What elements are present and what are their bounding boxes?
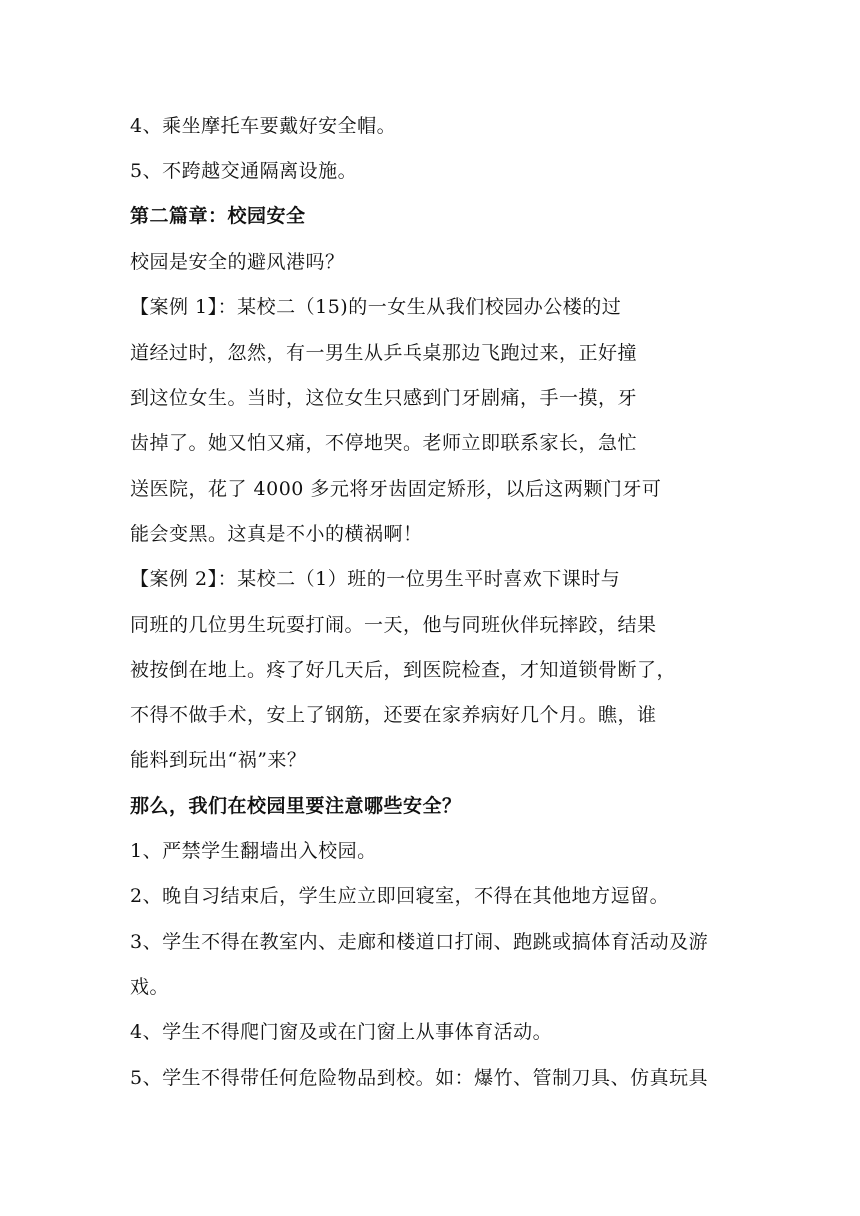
- text-line: 2、晚自习结束后，学生应立即回寝室，不得在其他地方逗留。: [130, 885, 670, 907]
- text-line: 能料到玩出“祸”来？: [130, 749, 307, 771]
- text-line: 4、乘坐摩托车要戴好安全帽。: [130, 115, 397, 137]
- text-line: 戏。: [130, 976, 170, 998]
- text-line: 到这位女生。当时，这位女生只感到门牙剧痛，手一摸，牙: [130, 387, 638, 409]
- text-line: 3、学生不得在教室内、走廊和楼道口打闹、跑跳或搞体育活动及游: [130, 931, 709, 953]
- text-line: 道经过时，忽然，有一男生从乒乓桌那边飞跑过来，正好撞: [130, 342, 638, 364]
- text-line: 1、严禁学生翻墙出入校园。: [130, 840, 377, 862]
- text-line: 送医院，花了 4000 多元将牙齿固定矫形，以后这两颗门牙可: [130, 478, 662, 500]
- text-line: 5、学生不得带任何危险物品到校。如：爆竹、管制刀具、仿真玩具: [130, 1067, 709, 1089]
- text-line: 校园是安全的避风港吗？: [130, 251, 345, 273]
- text-line: 被按倒在地上。疼了好几天后，到医院检查，才知道锁骨断了，: [130, 659, 677, 681]
- text-line: 能会变黑。这真是不小的横祸啊！: [130, 523, 423, 545]
- text-line: 不得不做手术，安上了钢筋，还要在家养病好几个月。瞧，谁: [130, 704, 657, 726]
- text-line: 5、不跨越交通隔离设施。: [130, 160, 358, 182]
- question-heading: 那么，我们在校园里要注意哪些安全？: [130, 795, 462, 817]
- text-line: 齿掉了。她又怕又痛，不停地哭。老师立即联系家长，急忙: [130, 432, 638, 454]
- text-line: 同班的几位男生玩耍打闹。一天，他与同班伙伴玩摔跤，结果: [130, 614, 657, 636]
- text-line: 4、学生不得爬门窗及或在门窗上从事体育活动。: [130, 1021, 553, 1043]
- text-line: 【案例 1】：某校二（15)的一女生从我们校园办公楼的过: [130, 296, 622, 318]
- section-heading: 第二篇章：校园安全: [130, 205, 306, 227]
- text-line: 【案例 2】：某校二（1）班的一位男生平时喜欢下课时与: [130, 568, 621, 590]
